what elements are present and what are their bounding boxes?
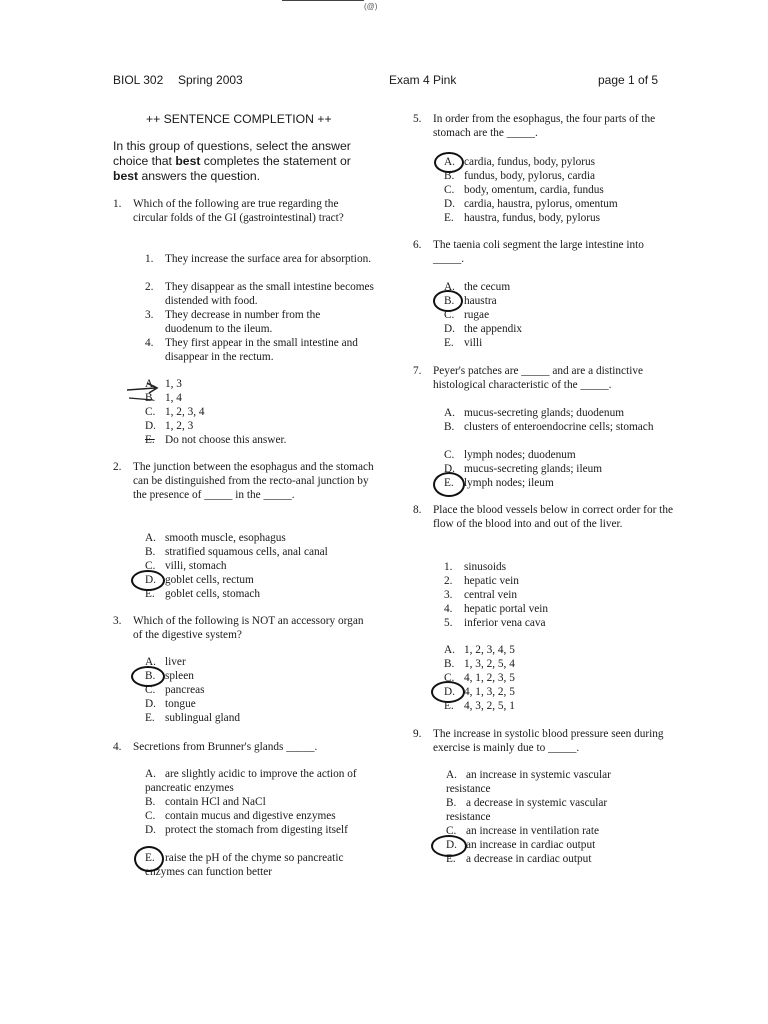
answer-option[interactable]: D. an increase in cardiac output	[446, 839, 596, 851]
answer-option[interactable]: A. 1, 2, 3, 4, 5	[444, 644, 515, 656]
term: Spring 2003	[178, 73, 243, 87]
pencil-arrow-mark	[125, 378, 165, 408]
question-number: 9.	[413, 728, 422, 740]
answer-option[interactable]: E. Do not choose this answer.	[145, 434, 287, 446]
answer-option[interactable]: B. a decrease in systemic vascular resistance	[446, 797, 608, 823]
selected-answer-circle	[131, 570, 165, 591]
selected-answer-circle	[433, 472, 465, 497]
question-2	[113, 460, 375, 502]
question-3	[113, 614, 375, 642]
vessel-item: 2. hepatic vein	[444, 575, 519, 587]
page-number: page 1 of 5	[598, 73, 659, 87]
answer-option[interactable]: C. 4, 1, 2, 3, 5	[444, 672, 515, 684]
answer-option[interactable]: B. clusters of enteroendocrine cells; stomach	[444, 421, 654, 433]
question-number: 1.	[113, 198, 122, 210]
answer-option[interactable]: C. villi, stomach	[145, 560, 227, 572]
answer-option[interactable]: E. goblet cells, stomach	[145, 588, 261, 600]
answer-option[interactable]: B. fundus, body, pylorus, cardia	[444, 170, 596, 182]
question-number: 8.	[413, 504, 422, 516]
answer-option[interactable]: C. body, omentum, cardia, fundus	[444, 184, 604, 196]
selected-answer-circle	[431, 835, 467, 857]
selected-answer-circle	[431, 681, 465, 703]
statement-2: 2. They disappear as the small intestine becomes distended with food.	[145, 281, 374, 307]
question-number: 4.	[113, 741, 122, 753]
answer-option[interactable]: B. haustra	[444, 295, 497, 307]
question-8	[413, 503, 675, 531]
answer-option[interactable]: A. mucus-secreting glands; duodenum	[444, 407, 625, 419]
question-stem: The junction between the esophagus and the stomach can be distinguished from the recto-anal junction by the presence of _____ in the _____.	[133, 461, 374, 501]
section-title: ++ SENTENCE COMPLETION ++	[146, 112, 332, 126]
question-stem: The increase in systolic blood pressure seen during exercise is mainly due to _____.	[433, 728, 664, 754]
answer-option[interactable]: A. smooth muscle, esophagus	[145, 532, 286, 544]
statement: They disappear as the small intestine becomes distended with food.	[165, 281, 374, 307]
statement-list: 1. They increase the surface area for absorption.	[145, 252, 375, 266]
answer-option[interactable]: B. 1, 4	[145, 392, 182, 404]
answer-option[interactable]: D. the appendix	[444, 323, 523, 335]
answer-option[interactable]: D. goblet cells, rectum	[145, 574, 254, 586]
question-stem: In order from the esophagus, the four parts of the stomach are the _____.	[433, 113, 656, 139]
question-stem: The taenia coli segment the large intestine into _____.	[433, 239, 644, 265]
vessel-item: 1. sinusoids	[444, 561, 507, 573]
question-stem: Secretions from Brunner's glands _____.	[133, 741, 318, 753]
answer-option[interactable]: C. 1, 2, 3, 4	[145, 406, 205, 418]
question-number: 7.	[413, 365, 422, 377]
question-number: 2.	[113, 461, 122, 473]
answer-option[interactable]: A. liver	[145, 656, 186, 668]
top-rule	[282, 0, 364, 1]
question-number: 5.	[413, 113, 422, 125]
vessel-item: 3. central vein	[444, 589, 518, 601]
answer-option[interactable]: D. mucus-secreting glands; ileum	[444, 463, 603, 475]
answer-option[interactable]: C. an increase in ventilation rate	[446, 825, 599, 837]
statement: They decrease in number from the duodenum to the ileum.	[165, 309, 321, 335]
answer-option[interactable]: A. are slightly acidic to improve the action of pancreatic enzymes	[145, 768, 357, 794]
answer-option[interactable]: B. stratified squamous cells, anal canal	[145, 546, 328, 558]
selected-answer-circle	[434, 152, 464, 173]
selected-answer-circle	[131, 666, 165, 687]
top-mark: (@)	[364, 2, 378, 11]
question-stem: Place the blood vessels below in correct order for the flow of the blood into and out of the liver.	[433, 504, 673, 530]
vessel-item: 4. hepatic portal vein	[444, 603, 549, 615]
answer-option[interactable]: A. the cecum	[444, 281, 511, 293]
answer-option[interactable]: E. 4, 3, 2, 5, 1	[444, 700, 515, 712]
answer-option[interactable]: A. 1, 3	[145, 378, 182, 390]
answer-option[interactable]: A. cardia, fundus, body, pylorus	[444, 156, 596, 168]
question-stem: Which of the following is NOT an accessory organ of the digestive system?	[133, 615, 364, 641]
answer-option[interactable]: D. 1, 2, 3	[145, 420, 194, 432]
selected-answer-circle	[134, 846, 164, 872]
question-5	[413, 112, 673, 140]
statement-3: 3. They decrease in number from the duodenum to the ileum.	[145, 308, 360, 336]
instructions: In this group of questions, select the answer choice that best completes the statement or best answers the question.	[113, 139, 351, 183]
answer-option[interactable]: E. villi	[444, 337, 483, 349]
question-stem: Peyer's patches are _____ and are a distinctive histological characteristic of the _____.	[433, 365, 644, 391]
answer-option[interactable]: B. contain HCl and NaCl	[145, 796, 266, 808]
answer-option[interactable]: D. 4, 1, 3, 2, 5	[444, 686, 515, 698]
answer-option[interactable]: B. spleen	[145, 670, 194, 682]
course-code: BIOL 302	[113, 73, 164, 87]
question-9	[413, 727, 675, 755]
statement: They increase the surface area for absorption.	[165, 253, 372, 265]
answer-option[interactable]: E. raise the pH of the chyme so pancreatic enzymes can function better	[145, 852, 344, 878]
answer-option[interactable]: E. lymph nodes; ileum	[444, 477, 554, 489]
question-6	[413, 238, 675, 266]
question-4	[113, 740, 375, 754]
answer-option[interactable]: D. protect the stomach from digesting itself	[145, 824, 348, 836]
vessel-item: 5. inferior vena cava	[444, 617, 546, 629]
question-number: 3.	[113, 615, 122, 627]
answer-option[interactable]: D. tongue	[145, 698, 196, 710]
answer-option[interactable]: C. contain mucus and digestive enzymes	[145, 810, 336, 822]
statement-4: 4. They first appear in the small intestine and disappear in the rectum.	[145, 336, 375, 364]
question-number: 6.	[413, 239, 422, 251]
question-7	[413, 364, 675, 392]
statement: They first appear in the small intestine and disappear in the rectum.	[165, 337, 358, 363]
answer-option[interactable]: E. haustra, fundus, body, pylorus	[444, 212, 601, 224]
answer-option[interactable]: E. sublingual gland	[145, 712, 240, 724]
answer-option[interactable]: C. lymph nodes; duodenum	[444, 449, 576, 461]
answer-option[interactable]: B. 1, 3, 2, 5, 4	[444, 658, 515, 670]
answer-option[interactable]: C. pancreas	[145, 684, 205, 696]
answer-option[interactable]: A. an increase in systemic vascular resistance	[446, 769, 611, 795]
exam-title: Exam 4 Pink	[389, 73, 457, 87]
question-stem: Which of the following are true regarding the circular folds of the GI (gastrointestinal) tract?	[133, 198, 344, 224]
answer-option[interactable]: C. rugae	[444, 309, 490, 321]
question-1	[113, 197, 373, 225]
answer-option[interactable]: E. a decrease in cardiac output	[446, 853, 592, 865]
answer-option[interactable]: D. cardia, haustra, pylorus, omentum	[444, 198, 618, 210]
selected-answer-circle	[433, 290, 463, 312]
